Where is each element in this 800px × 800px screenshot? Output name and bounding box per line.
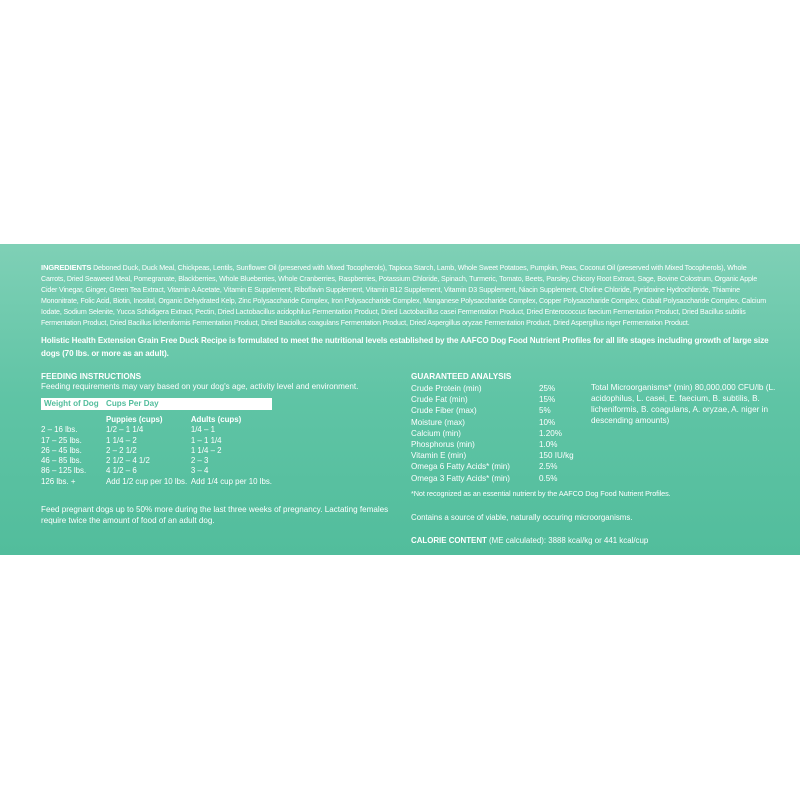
table-row xyxy=(41,466,272,476)
weight-cell: 46 – 85 lbs. xyxy=(41,456,82,466)
calorie-content xyxy=(411,536,648,545)
weight-cell: 17 – 25 lbs. xyxy=(41,435,82,445)
calorie-label: CALORIE CONTENT xyxy=(411,536,487,545)
col-puppies-header: Puppies (cups) xyxy=(106,415,163,424)
col-adults-header: Adults (cups) xyxy=(190,415,242,424)
weight-cell: 86 – 125 lbs. xyxy=(41,466,87,476)
table-row xyxy=(41,456,272,466)
nutrient-value: 150 IU/kg xyxy=(539,451,574,461)
table-row xyxy=(411,461,574,472)
aafco-footnote: *Not recognized as an essential nutrient by the AAFCO Dog Food Nutrient Profiles. xyxy=(411,489,671,498)
nutrient-value: 10% xyxy=(539,417,556,427)
adults-cell: 1/4 – 1 xyxy=(190,425,215,435)
col-cups-header: Cups Per Day xyxy=(106,398,272,410)
nutrient-value: 2.5% xyxy=(539,462,558,472)
feeding-title: FEEDING INSTRUCTIONS xyxy=(41,372,142,381)
adults-cell: Add 1/4 cup per 10 lbs. xyxy=(190,476,272,486)
adults-cell: 1 – 1 1/4 xyxy=(190,435,222,445)
feeding-table-header xyxy=(41,398,272,410)
table-row xyxy=(41,425,272,435)
table-row xyxy=(411,383,574,394)
table-row xyxy=(411,394,574,405)
table-row xyxy=(41,477,272,487)
microorganism-count: Total Microorganisms* (min) 80,000,000 CFU/lb (L. acidophilus, L. casei, E. faecium, B. subtilis, B. licheniformis, B. coagulans, A. oryzae, A. niger in descending amounts) xyxy=(591,383,776,426)
nutrient-name: Phosphorus (min) xyxy=(411,440,475,450)
nutrient-value: 1.0% xyxy=(539,440,558,450)
nutrient-value: 5% xyxy=(539,406,551,416)
calorie-value: (ME calculated): 3888 kcal/kg or 441 kcal/cup xyxy=(489,536,649,545)
pregnancy-note: Feed pregnant dogs up to 50% more during the last three weeks of pregnancy. Lactating females require twice the amount of food of an adult dog. xyxy=(41,505,389,526)
ingredients-text: Deboned Duck, Duck Meal, Chickpeas, Lentils, Sunflower Oil (preserved with Mixed Tocopherols), Tapioca Starch, Lamb, Whole Sweet Potatoes, Pumpkin, Peas, Coconut Oil (preserved with Mixed Tocopherols), Whole Carrots, Dried Seaweed Meal, Pomegranate, Blackberries, Whole Blueberries, Whole Cranberries, Raspberries, Potassium Chloride, Spinach, Turmeric, Tomato, Beets, Parsley, Chicory Root Extract, Sage, Bovine Colostrum, Organic Apple Cider Vinegar, Ginger, Green Tea Extract, Vitamin A Acetate, Vitamin E Supplement, Riboflavin Supplement, Vitamin B12 Supplement, Vitamin D3 Supplement, Niacin Supplement, Choline Chloride, Pyridoxine Hydrochloride, Thiamine Mononitrate, Folic Acid, Biotin, Inositol, Organic Dehydrated Kelp, Zinc Polysaccharide Complex, Iron Polysaccharide Complex, Manganese Polysaccharide Complex, Copper Polysaccharide Complex, Cobalt Polysaccharide Complex, Calcium Iodate, Sodium Selenite, Yucca Schidigera Extract, Pectin, Dried Lactobacillus acidophilus Fermentation Product, Dried Lactobacillus casei Fermentation Product, Dried Enterococcus faecium Fermentation Product, Dried Bacillus subtilis Fermentation Product, Dried Bacillus licheniformis Fermentation Product, Dried Baciollus coagulans Fermentation Product, Dried Aspergillus oryzae Fermentation Product, Dried Aspergillus niger Fermentation Product. xyxy=(41,264,767,327)
nutrient-name: Omega 6 Fatty Acids* (min) xyxy=(411,462,510,472)
nutrient-value: 1.20% xyxy=(539,428,562,438)
col-weight-header: Weight of Dog xyxy=(41,398,106,410)
nutrient-name: Crude Fiber (max) xyxy=(411,406,477,416)
adults-cell: 1 1/4 – 2 xyxy=(190,445,222,455)
table-row xyxy=(411,450,574,461)
nutrient-name: Crude Fat (min) xyxy=(411,395,468,405)
puppies-cell: 1 1/4 – 2 xyxy=(106,435,137,445)
table-row xyxy=(411,473,574,484)
adults-cell: 3 – 4 xyxy=(190,466,209,476)
table-row xyxy=(411,439,574,450)
puppies-cell: 1/2 – 1 1/4 xyxy=(106,425,144,435)
weight-cell: 2 – 16 lbs. xyxy=(41,425,78,435)
ingredients-heading: INGREDIENTS xyxy=(41,263,92,272)
feeding-table xyxy=(41,398,272,487)
nutrient-name: Omega 3 Fatty Acids* (min) xyxy=(411,473,510,483)
nutrient-value: 0.5% xyxy=(539,473,558,483)
microorganisms-note: Contains a source of viable, naturally occuring microorganisms. xyxy=(411,513,633,522)
feeding-instructions xyxy=(41,372,391,487)
feeding-intro: Feeding requirements may vary based on your dog's age, activity level and environment. xyxy=(41,382,359,391)
nutrient-name: Vitamin E (min) xyxy=(411,451,467,461)
nutrient-value: 15% xyxy=(539,395,556,405)
table-row xyxy=(411,417,574,428)
nutrient-name: Crude Protein (min) xyxy=(411,384,482,393)
weight-cell: 126 lbs. + xyxy=(41,476,76,486)
analysis-title: GUARANTEED ANALYSIS xyxy=(411,372,512,381)
ingredients-block xyxy=(41,263,771,328)
table-row xyxy=(41,446,272,456)
table-row xyxy=(411,428,574,439)
puppies-cell: 2 1/2 – 4 1/2 xyxy=(106,456,150,466)
puppies-cell: 2 – 2 1/2 xyxy=(106,445,137,455)
weight-cell: 26 – 45 lbs. xyxy=(41,445,82,455)
analysis-table xyxy=(411,383,574,484)
table-row xyxy=(41,436,272,446)
nutrient-name: Moisture (max) xyxy=(411,417,465,427)
table-row xyxy=(411,405,574,416)
puppies-cell: Add 1/2 cup per 10 lbs. xyxy=(106,476,188,486)
adults-cell: 2 – 3 xyxy=(190,456,209,466)
nutrient-name: Calcium (min) xyxy=(411,428,461,438)
nutrient-value: 25% xyxy=(539,384,556,393)
aafco-statement: Holistic Health Extension Grain Free Duck Recipe is formulated to meet the nutritional levels established by the AAFCO Dog Food Nutrient Profiles for all life stages including growth of large size dogs (70 lbs. or more as an adult). xyxy=(41,336,769,358)
puppies-cell: 4 1/2 – 6 xyxy=(106,466,137,476)
feeding-table-subheader xyxy=(41,410,272,425)
